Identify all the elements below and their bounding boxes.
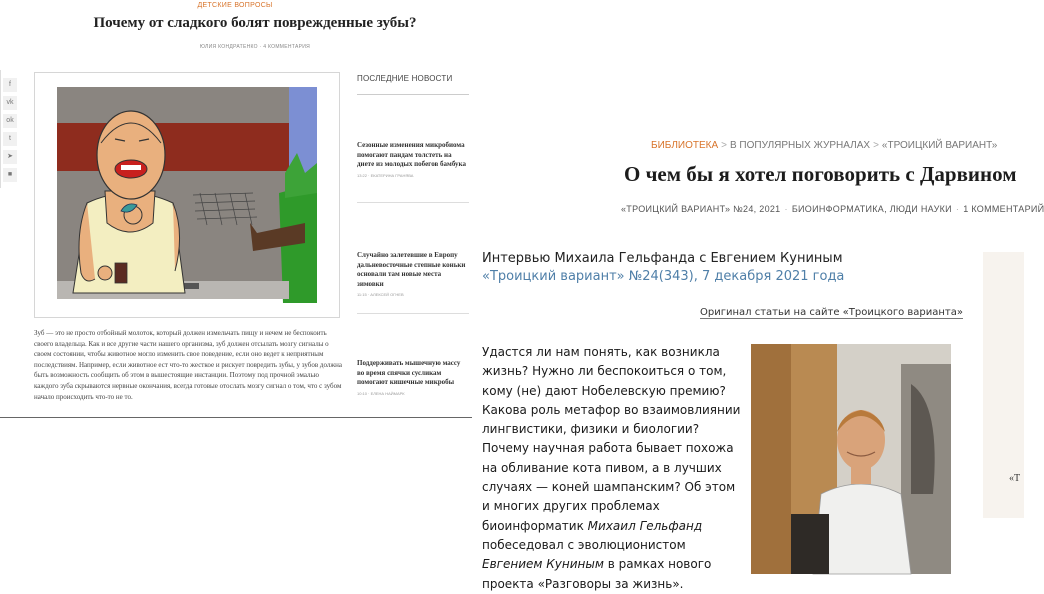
lead-text: в рамках нового проекта «Разговоры за жизнь». <box>482 557 712 591</box>
news-meta: 11:15 · АЛЕКСЕЙ ОГНЕВ <box>357 292 404 297</box>
article-lead <box>482 343 744 594</box>
twitter-icon[interactable]: t <box>3 132 17 146</box>
tags-link[interactable]: БИОИНФОРМАТИКА, ЛЮДИ НАУКИ <box>791 204 952 214</box>
source-link[interactable]: «ТРОИЦКИЙ ВАРИАНТ» №24, 2021 <box>621 204 781 214</box>
breadcrumb-item[interactable]: «ТРОИЦКИЙ ВАРИАНТ» <box>881 140 998 151</box>
breadcrumb-separator: > <box>721 140 727 151</box>
comments-link[interactable]: 1 КОММЕНТАРИЙ <box>963 204 1044 214</box>
interview-line: Интервью Михаила Гельфанда с Евгением Куниным <box>482 251 843 266</box>
divider <box>357 313 469 314</box>
news-item[interactable] <box>357 141 469 178</box>
portrait-drawing <box>751 344 951 574</box>
news-meta: 10:10 · ЕЛЕНА НАЙМАРК <box>357 390 405 396</box>
divider <box>0 70 1 188</box>
page-title: О чем бы я хотел поговорить с Дарвином <box>624 162 1017 186</box>
lead-text: Удастся ли нам понять, как возникла жизнь? Нужно ли беспокоиться о том, кому (не) дают Нобелевскую премию? Какова роль метафор во взаимовлиянии лингвистики, физики и биологии? Почему научная работа бывает похожа на обливание кота пивом, а в лучших случаях — коней шампанским? Об этом и многих других проблемах биоинформатик <box>482 345 741 533</box>
issue-link[interactable]: «Троицкий вариант» №24(343), 7 декабря 2021 года <box>482 269 845 284</box>
telegram-icon[interactable]: ➤ <box>3 150 17 164</box>
news-item[interactable] <box>357 359 469 396</box>
latest-news-heading: ПОСЛЕДНИЕ НОВОСТИ <box>357 74 453 83</box>
divider <box>357 202 469 203</box>
article-illustration <box>34 72 340 318</box>
divider <box>357 94 469 95</box>
share-bar <box>3 78 17 182</box>
vk-icon[interactable]: vk <box>3 96 17 110</box>
news-meta: 13:22 · ЕКАТЕРИНА ГРАНЯВА <box>357 172 414 178</box>
breadcrumb-separator: > <box>873 140 879 151</box>
category-label[interactable]: ДЕТСКИЕ ВОПРОСЫ <box>197 2 273 9</box>
original-article-link[interactable]: Оригинал статьи на сайте «Троицкого варианта» <box>700 307 963 318</box>
news-item[interactable] <box>357 251 469 297</box>
page-divider <box>0 417 472 418</box>
portrait-photo <box>751 344 951 574</box>
article-meta: «ТРОИЦКИЙ ВАРИАНТ» №24, 2021 · БИОИНФОРМАТИКА, ЛЮДИ НАУКИ · 1 КОММЕНТАРИЙ <box>621 204 1044 214</box>
lead-text: побеседовал с эволюционистом <box>482 537 686 552</box>
side-fragment: «Т <box>1009 473 1021 484</box>
news-title[interactable]: Поддерживать мышечную массу во время спячки сусликам помогают кишечные микробы <box>357 359 461 386</box>
lead-name: Евгением Куниным <box>482 557 604 572</box>
article-body: Зуб — это не просто отбойный молоток, который должен измельчать пищу и нечем не беспокоить своего владельца. Как и все другие части нашего организма, зуб должен отсылать мозгу сигналы о своем состоянии, чтобы животное могло изменить свое поведение, если оно ведет к неприятным последствиям. Например, если животное ест что-то жесткое и рискует повредить зубы, у зубов должна быть возможность сообщить об этом в вышестоящие инстанции. Поэтому под прочной эмалью каждого зуба скрываются нервные окончания, всегда готовые отослать мозгу сигнал о том, что с зубом начало происходить что-то не то. <box>34 329 343 401</box>
odnoklassniki-icon[interactable]: ok <box>3 114 17 128</box>
lead-name: Михаил Гельфанд <box>587 518 703 533</box>
breadcrumb-item[interactable]: БИБЛИОТЕКА <box>651 140 719 151</box>
breadcrumb-item[interactable]: В ПОПУЛЯРНЫХ ЖУРНАЛАХ <box>729 140 871 151</box>
breadcrumb <box>651 140 997 151</box>
facebook-icon[interactable]: f <box>3 78 17 92</box>
article-title: Почему от сладкого болят поврежденные зубы? <box>93 15 417 31</box>
comment-icon[interactable]: ■ <box>3 168 17 182</box>
illustration-drawing <box>35 73 339 317</box>
news-title[interactable]: Сезонные изменения микробиома помогают пандам толстеть на диете из молодых побегов бамбука <box>357 141 466 168</box>
news-title[interactable]: Случайно залетевшие в Европу дальневосточные степные коньки основали там новые места зимовки <box>357 251 466 288</box>
article-meta[interactable]: ЮЛИЯ КОНДРАТЕНКО · 4 КОММЕНТАРИЯ <box>199 44 311 50</box>
